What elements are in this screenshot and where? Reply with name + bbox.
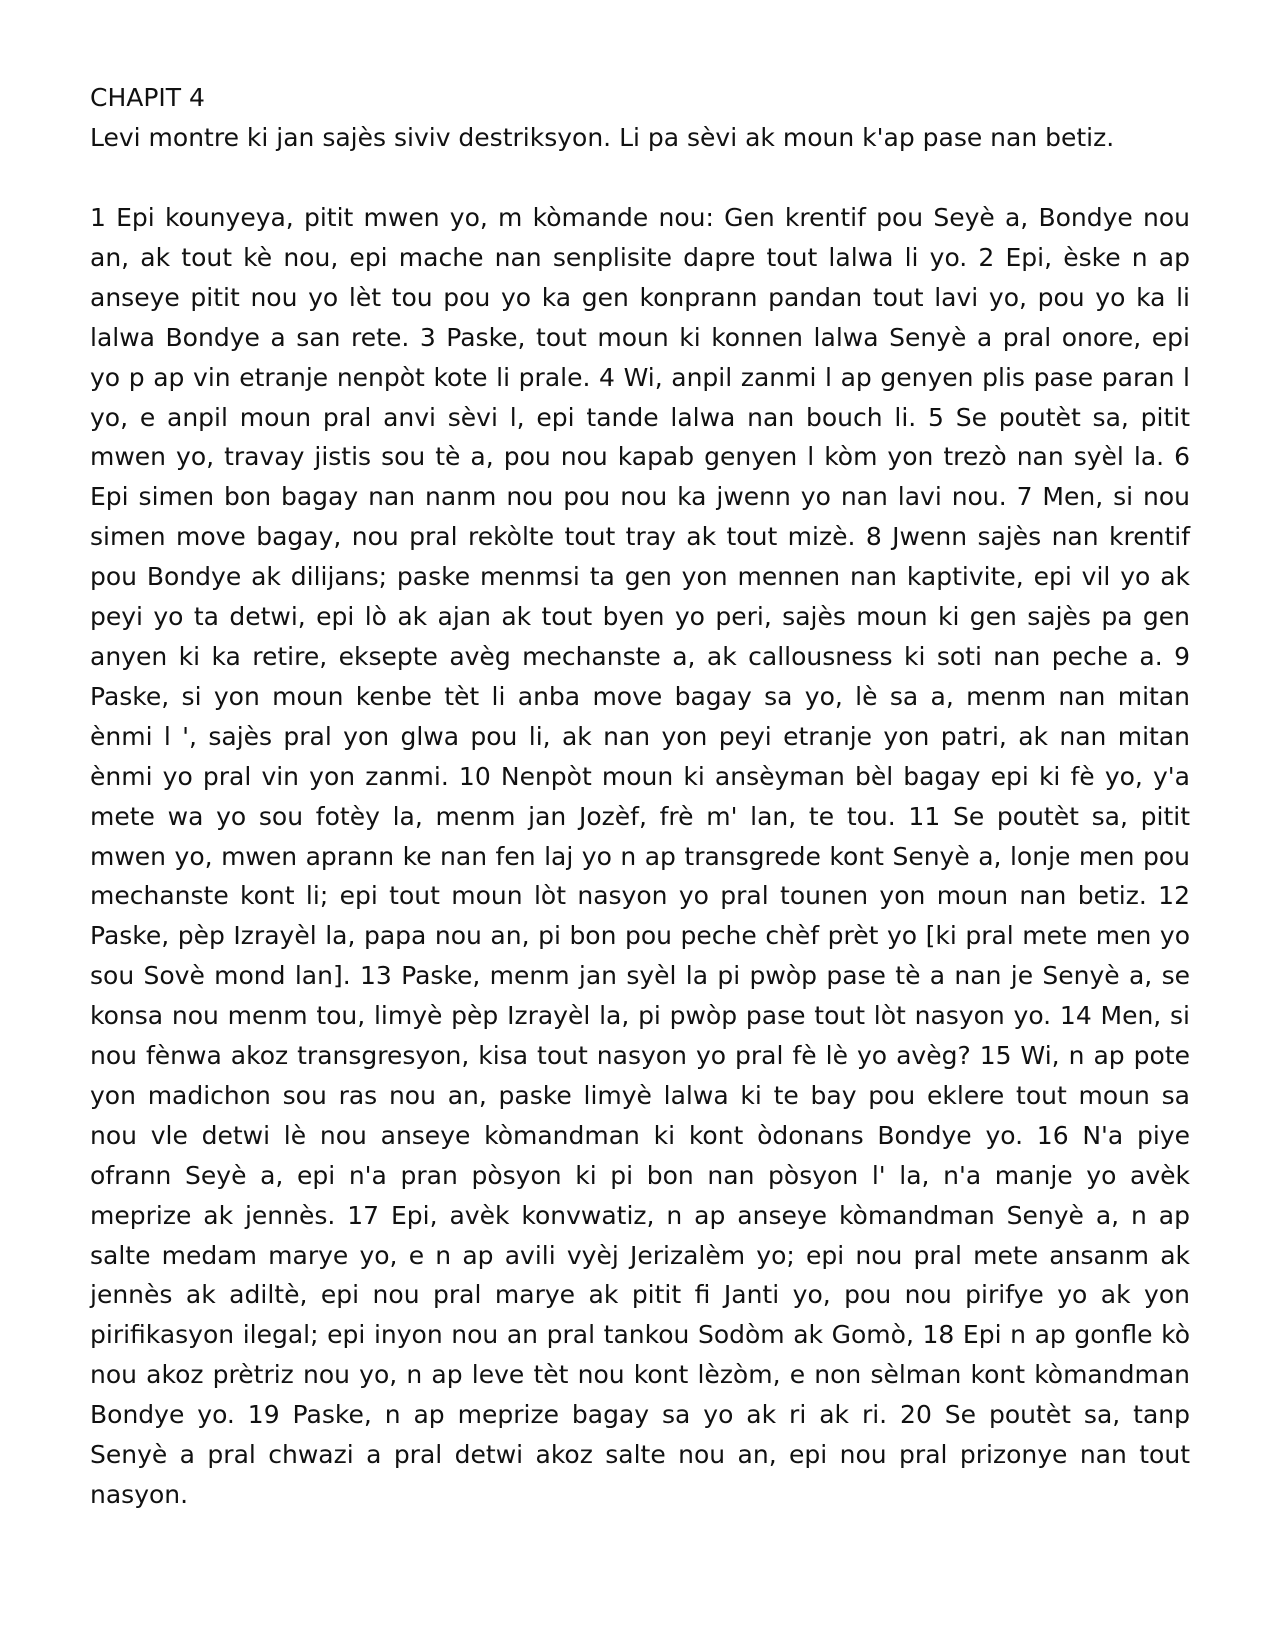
chapter-title: CHAPIT 4 (90, 83, 205, 112)
chapter-summary: Levi montre ki jan sajès siviv destriksyon. Li pa sèvi ak moun k'ap pase nan betiz. (90, 123, 1115, 152)
chapter-body-text: 1 Epi kounyeya, pitit mwen yo, m kòmande nou: Gen krentif pou Seyè a, Bondye nou an, ak tout kè nou, epi mache nan senplisite dapre tout lalwa li yo. 2 Epi, èske n ap anseye pitit nou yo lèt tou pou yo ka gen konprann pandan tout lavi yo, pou yo ka li lalwa Bondye a san rete. 3 Paske, tout moun ki konnen lalwa Senyè a pral onore, epi yo p ap vin etranje nenpòt kote li prale. 4 Wi, anpil zanmi l ap genyen plis pase paran l yo, e anpil moun pral anvi sèvi l, epi tande lalwa nan bouch li. 5 Se poutèt sa, pitit mwen yo, travay jistis sou tè a, pou nou kapab genyen l kòm yon trezò nan syèl la. 6 Epi simen bon bagay nan nanm nou pou nou ka jwenn yo nan lavi nou. 7 Men, si nou simen move bagay, nou pral rekòlte tout tray ak tout mizè. 8 Jwenn sajès nan krentif pou Bondye ak dilijans; paske menmsi ta gen yon mennen nan kaptivite, epi vil yo ak peyi yo ta detwi, epi lò ak ajan ak tout byen yo peri, sajès moun ki gen sajès pa gen anyen ki ka retire, eksepte avèg mechanste a, ak callousness ki soti nan peche a. 9 Paske, si yon moun kenbe tèt li anba move bagay sa yo, lè sa a, menm nan mitan ènmi l ', sajès pral yon glwa pou li, ak nan yon peyi etranje yon patri, ak nan mitan ènmi yo pral vin yon zanmi. 10 Nenpòt moun ki ansèyman bèl bagay epi ki fè yo, y'a mete wa yo sou fotèy la, menm jan Jozèf, frè m' lan, te tou. 11 Se poutèt sa, pitit mwen yo, mwen aprann ke nan fen laj yo n ap transgrede kont Senyè a, lonje men pou mechanste kont li; epi tout moun lòt nasyon yo pral tounen yon moun nan betiz. 12 Paske, pèp Izrayèl la, papa nou an, pi bon pou peche chèf prèt yo [ki pral mete men yo sou Sovè mond lan]. 13 Paske, menm jan syèl la pi pwòp pase tè a nan je Senyè a, se konsa nou menm tou, limyè pèp Izrayèl la, pi pwòp pase tout lòt nasyon yo. 14 Men, si nou fènwa akoz transgresyon, kisa tout nasyon yo pral fè lè yo avèg? 15 Wi, n ap pote yon madichon sou ras nou an, paske limyè lalwa ki te bay pou eklere tout moun sa nou vle detwi lè nou anseye kòmandman ki kont òdonans Bondye yo. 16 N'a piye ofrann Seyè a, epi n'a pran pòsyon ki pi bon nan pòsyon l' la, n'a manje yo avèk meprize ak jennès. 17 Epi, avèk konvwatiz, n ap anseye kòmandman Senyè a, n ap salte medam marye yo, e n ap avili vyèj Jerizalèm yo; epi nou pral mete ansanm ak jennès ak adiltè, epi nou pral marye ak pitit fi Janti yo, pou nou pirifye yo ak yon pirifikasyon ilegal; epi inyon nou an pral tankou Sodòm ak Gomò, 18 Epi n ap gonfle kò nou akoz prètriz nou yo, n ap leve tèt nou kont lèzòm, e non sèlman kont kòmandman Bondye yo. 19 Paske, n ap meprize bagay sa yo ak ri ak ri. 20 Se poutèt sa, tanp Senyè a pral chwazi a pral detwi akoz salte nou an, epi nou pral prizonye nan tout nasyon. (90, 203, 1190, 1509)
document-page (90, 78, 1190, 1515)
